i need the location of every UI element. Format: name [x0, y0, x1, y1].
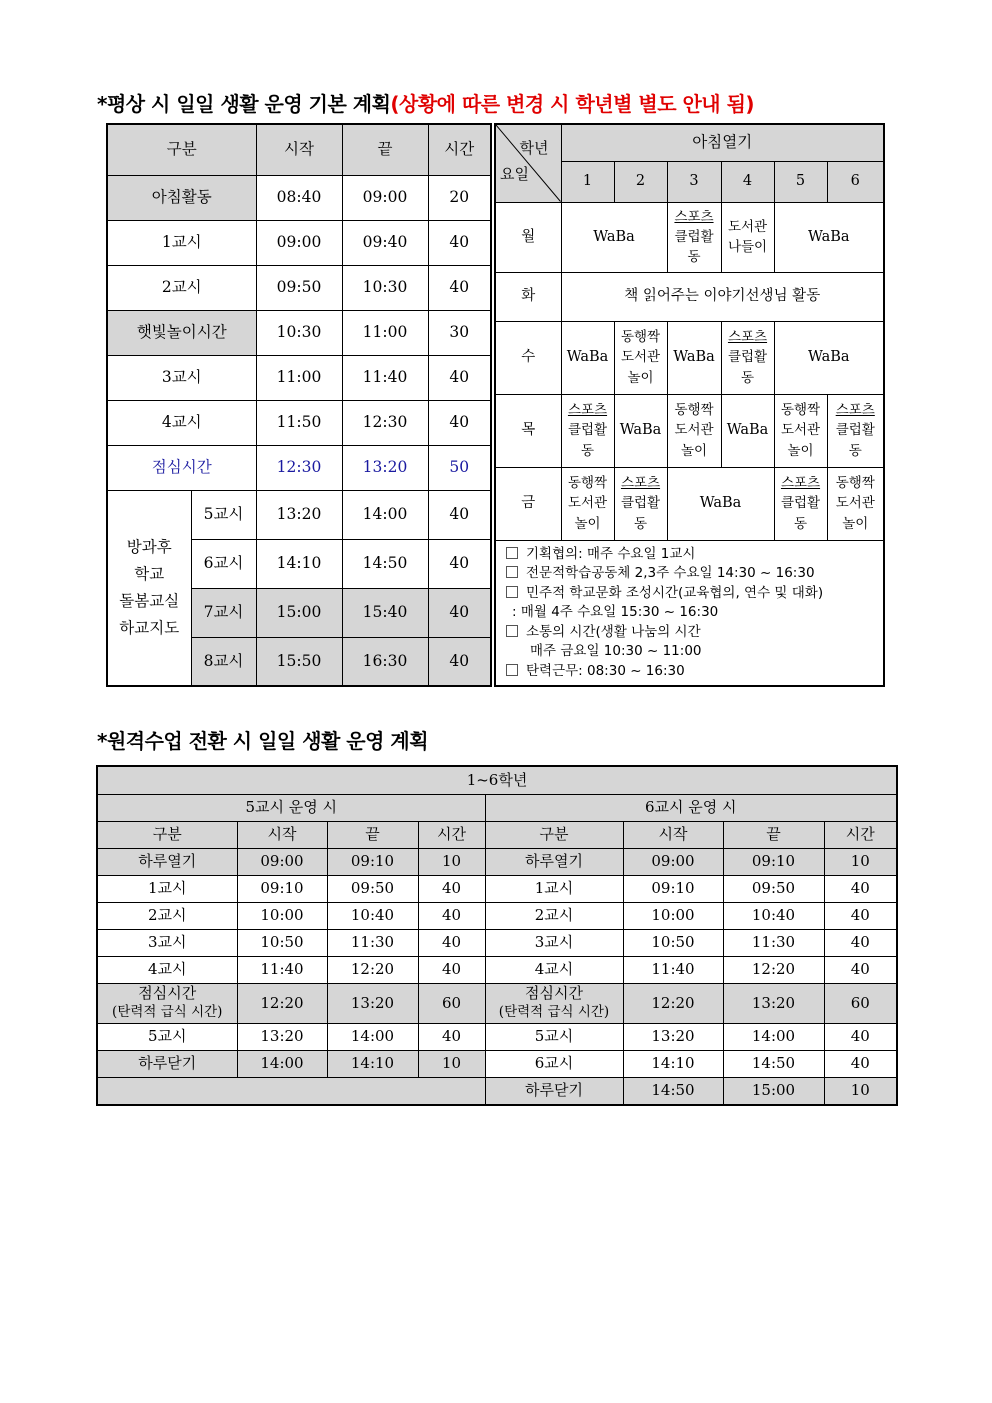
activity-line: 동	[633, 515, 648, 532]
row-end: 13:20	[327, 983, 418, 1023]
activity-line: 동행짝	[780, 402, 821, 419]
remote-right-title: 6교시 운영 시	[485, 794, 897, 821]
row-start: 12:20	[237, 983, 327, 1023]
row-duration: 40	[428, 400, 491, 445]
row-duration: 10	[418, 848, 485, 875]
row-start: 14:00	[237, 1050, 327, 1077]
header-duration: 시간	[418, 821, 485, 848]
table-row	[107, 355, 491, 400]
row-start: 11:40	[237, 956, 327, 983]
grade-header: 2	[614, 161, 667, 202]
row-label	[97, 983, 237, 1023]
row-end: 11:30	[723, 929, 824, 956]
header-duration: 시간	[428, 124, 491, 175]
activity-cell	[667, 202, 721, 272]
table-row	[97, 929, 897, 956]
activity-line: 놀이	[627, 369, 654, 386]
table-row	[107, 265, 491, 310]
table-row	[107, 310, 491, 355]
activity-line: 놀이	[787, 442, 814, 459]
after-label-line: 하교지도	[119, 618, 180, 637]
activity-line: 도서관	[835, 495, 875, 512]
row-duration: 40	[428, 539, 491, 588]
row-duration: 40	[824, 956, 897, 983]
table-row	[97, 1077, 897, 1105]
activity-cell: WaBa	[667, 321, 721, 394]
row-label: 점심시간	[107, 445, 256, 490]
activity-line: 클럽활	[567, 422, 608, 439]
day-label: 목	[495, 394, 561, 467]
daily-schedule-table	[106, 123, 492, 687]
row-duration: 40	[418, 929, 485, 956]
row-label: 2교시	[485, 902, 623, 929]
activity-cell: WaBa	[774, 321, 884, 394]
row-start: 11:40	[623, 956, 723, 983]
remote-schedule-table	[96, 765, 898, 1106]
row-duration: 10	[824, 848, 897, 875]
activity-line: 클럽활	[727, 349, 768, 366]
activity-line: 클럽활	[835, 422, 875, 439]
empty-cell	[97, 1077, 485, 1105]
row-duration: 10	[418, 1050, 485, 1077]
grade-header: 6	[827, 161, 884, 202]
row-label: 6교시	[485, 1050, 623, 1077]
row-label: 1교시	[107, 220, 256, 265]
table-row	[97, 956, 897, 983]
activity-cell: WaBa	[667, 467, 774, 540]
row-end: 11:40	[342, 355, 428, 400]
row-label: 하루닫기	[485, 1077, 623, 1105]
row-label: 4교시	[107, 400, 256, 445]
row-duration: 40	[428, 637, 491, 686]
activity-cell	[561, 394, 614, 467]
row-start: 09:50	[256, 265, 342, 310]
row-duration: 20	[428, 175, 491, 220]
row-label: 하루열기	[485, 848, 623, 875]
day-row-fri	[495, 467, 884, 540]
activity-line: 동	[793, 515, 808, 532]
activity-line: 스포츠	[620, 475, 661, 492]
notes-cell	[495, 540, 884, 686]
row-label: 4교시	[485, 956, 623, 983]
after-label-line: 돌봄교실	[119, 591, 180, 610]
row-end: 14:00	[723, 1023, 824, 1050]
row-start: 15:00	[256, 588, 342, 637]
lunch-sub: (탄력적 급식 시간)	[498, 1004, 610, 1020]
row-end: 10:40	[327, 902, 418, 929]
row-start: 09:10	[623, 875, 723, 902]
activity-cell	[721, 321, 774, 394]
note-item	[506, 564, 883, 584]
row-start: 10:50	[237, 929, 327, 956]
row-end: 14:50	[723, 1050, 824, 1077]
header-duration: 시간	[824, 821, 897, 848]
section-title-remote: *원격수업 전환 시 일일 생활 운영 계획	[97, 729, 429, 753]
activity-line: 놀이	[574, 515, 601, 532]
row-start: 13:20	[623, 1023, 723, 1050]
row-duration: 40	[428, 355, 491, 400]
row-end: 13:20	[342, 445, 428, 490]
row-end: 09:50	[723, 875, 824, 902]
note-text: 소통의 시간(생활 나눔의 시간	[526, 623, 701, 640]
activity-cell: WaBa	[561, 321, 614, 394]
day-label: 수	[495, 321, 561, 394]
table-row-lunch	[97, 983, 897, 1023]
note-item	[506, 603, 883, 623]
row-start: 14:50	[623, 1077, 723, 1105]
note-item	[506, 662, 883, 682]
note-text: 매주 금요일 10:30 ~ 11:00	[530, 643, 702, 659]
row-end: 11:30	[327, 929, 418, 956]
activity-line: 도서관	[674, 422, 714, 439]
row-duration: 30	[428, 310, 491, 355]
row-end: 10:30	[342, 265, 428, 310]
row-end: 12:20	[327, 956, 418, 983]
activity-line: 도서관	[620, 349, 661, 366]
activity-cell: WaBa	[774, 202, 884, 272]
table-row-lunch	[107, 445, 491, 490]
row-duration: 50	[428, 445, 491, 490]
row-start: 08:40	[256, 175, 342, 220]
header-end: 끝	[342, 124, 428, 175]
row-label: 2교시	[97, 902, 237, 929]
after-label-line: 방과후	[126, 537, 172, 556]
activity-cell: 책 읽어주는 이야기선생님 활동	[561, 272, 884, 321]
header-start: 시작	[256, 124, 342, 175]
row-label: 1교시	[97, 875, 237, 902]
activity-line: 스포츠	[567, 402, 608, 419]
remote-title: 1~6학년	[97, 766, 897, 794]
header-category: 구분	[485, 821, 623, 848]
activity-cell	[774, 467, 827, 540]
row-start: 10:50	[623, 929, 723, 956]
remote-header-row	[97, 821, 897, 848]
activity-cell	[721, 202, 774, 272]
activity-line: 스포츠	[727, 329, 768, 346]
activity-cell	[561, 467, 614, 540]
row-end: 10:40	[723, 902, 824, 929]
row-label: 아침활동	[107, 175, 256, 220]
title-note: (상황에 따른 변경 시 학년별 별도 안내 됨)	[390, 92, 755, 116]
activity-line: 스포츠	[780, 475, 821, 492]
activity-line: 도서관	[727, 218, 768, 235]
day-label: 금	[495, 467, 561, 540]
table-row	[97, 848, 897, 875]
row-label: 4교시	[97, 956, 237, 983]
day-row-wed	[495, 321, 884, 394]
row-duration: 10	[824, 1077, 897, 1105]
table-header-row	[107, 124, 491, 175]
row-start: 15:50	[256, 637, 342, 686]
row-start: 11:50	[256, 400, 342, 445]
row-duration: 40	[428, 265, 491, 310]
row-end: 09:10	[327, 848, 418, 875]
row-end: 16:30	[342, 637, 428, 686]
row-start: 11:00	[256, 355, 342, 400]
lunch-label: 점심시간	[525, 984, 583, 1002]
note-item	[506, 642, 883, 662]
note-item	[506, 545, 883, 565]
row-end: 13:20	[723, 983, 824, 1023]
activity-cell	[614, 467, 667, 540]
activity-line: 스포츠	[835, 402, 875, 419]
note-text: 전문적학습공동체 2,3주 수요일 14:30 ~ 16:30	[526, 565, 815, 581]
corner-cell	[495, 124, 561, 202]
grade-header: 3	[667, 161, 721, 202]
after-school-label	[107, 490, 191, 686]
remote-left-title: 5교시 운영 시	[97, 794, 485, 821]
row-duration: 40	[428, 588, 491, 637]
note-text: : 매월 4주 수요일 15:30 ~ 16:30	[512, 604, 719, 620]
section-title-normal	[97, 88, 754, 117]
row-duration: 40	[824, 1050, 897, 1077]
row-label: 하루열기	[97, 848, 237, 875]
header-start: 시작	[237, 821, 327, 848]
remote-title-row	[97, 766, 897, 794]
row-duration: 40	[418, 956, 485, 983]
activity-line: 클럽활	[620, 495, 661, 512]
activity-line: 동	[848, 442, 862, 459]
day-row-tue	[495, 272, 884, 321]
checkbox-icon	[506, 566, 518, 578]
activity-line: 도서관	[780, 422, 821, 439]
row-start: 13:20	[256, 490, 342, 539]
table-row	[97, 902, 897, 929]
table-row	[97, 1023, 897, 1050]
corner-day-label: 요일	[500, 164, 529, 183]
row-start: 09:00	[256, 220, 342, 265]
row-start: 14:10	[256, 539, 342, 588]
row-end: 15:00	[723, 1077, 824, 1105]
table-row	[107, 490, 491, 539]
row-label: 3교시	[107, 355, 256, 400]
header-end: 끝	[723, 821, 824, 848]
notes-row	[495, 540, 884, 686]
day-row-mon	[495, 202, 884, 272]
header-category: 구분	[97, 821, 237, 848]
activity-cell	[667, 394, 721, 467]
activity-line: 클럽활	[780, 495, 821, 512]
row-end: 12:20	[723, 956, 824, 983]
morning-title: 아침열기	[561, 124, 884, 161]
row-end: 14:00	[342, 490, 428, 539]
lunch-label: 점심시간	[138, 984, 197, 1002]
morning-title-row	[495, 124, 884, 161]
row-start: 13:20	[237, 1023, 327, 1050]
activity-line: 나들이	[727, 239, 768, 255]
row-duration: 60	[824, 983, 897, 1023]
activity-line: 동행짝	[674, 402, 714, 419]
checkbox-icon	[506, 664, 518, 676]
note-item	[506, 623, 883, 643]
grade-header: 5	[774, 161, 827, 202]
note-item	[506, 584, 883, 604]
activity-cell	[774, 394, 827, 467]
title-main: *평상 시 일일 생활 운영 기본 계획	[97, 92, 391, 116]
row-duration: 40	[418, 902, 485, 929]
activity-line: 동행짝	[835, 475, 875, 492]
row-start: 14:10	[623, 1050, 723, 1077]
row-duration: 40	[418, 1023, 485, 1050]
activity-line: 놀이	[680, 442, 708, 459]
header-category: 구분	[107, 124, 256, 175]
lunch-sub: (탄력적 급식 시간)	[112, 1004, 223, 1020]
table-row	[107, 175, 491, 220]
checkbox-icon	[506, 625, 518, 637]
row-end: 14:00	[327, 1023, 418, 1050]
activity-cell: WaBa	[561, 202, 667, 272]
activity-cell: WaBa	[614, 394, 667, 467]
day-label: 화	[495, 272, 561, 321]
row-duration: 40	[824, 875, 897, 902]
activity-line: 도서관	[567, 495, 608, 512]
note-text: 기획협의: 매주 수요일 1교시	[526, 545, 696, 562]
checkbox-icon	[506, 586, 518, 598]
table-row	[107, 220, 491, 265]
row-label: 7교시	[191, 588, 256, 637]
row-start: 12:30	[256, 445, 342, 490]
table-row	[107, 400, 491, 445]
row-label: 3교시	[485, 929, 623, 956]
row-start: 09:10	[237, 875, 327, 902]
row-label: 5교시	[485, 1023, 623, 1050]
morning-opening-table	[494, 123, 885, 687]
row-start: 09:00	[623, 848, 723, 875]
row-label: 햇빛놀이시간	[107, 310, 256, 355]
day-label: 월	[495, 202, 561, 272]
after-label-line: 학교	[134, 564, 165, 583]
row-label: 6교시	[191, 539, 256, 588]
activity-line: 스포츠	[674, 208, 714, 225]
row-end: 09:50	[327, 875, 418, 902]
row-label: 2교시	[107, 265, 256, 310]
activity-line: 동행짝	[567, 475, 608, 492]
row-label: 5교시	[191, 490, 256, 539]
row-end: 14:50	[342, 539, 428, 588]
activity-cell: WaBa	[721, 394, 774, 467]
header-end: 끝	[327, 821, 418, 848]
row-duration: 40	[428, 220, 491, 265]
row-end: 15:40	[342, 588, 428, 637]
row-start: 12:20	[623, 983, 723, 1023]
row-duration: 60	[418, 983, 485, 1023]
day-row-thu	[495, 394, 884, 467]
grade-header: 1	[561, 161, 614, 202]
row-end: 09:10	[723, 848, 824, 875]
activity-line: 동	[740, 369, 755, 386]
table-row	[97, 875, 897, 902]
activity-cell	[827, 467, 884, 540]
row-end: 14:10	[327, 1050, 418, 1077]
activity-line: 동행짝	[620, 329, 661, 346]
activity-line: 클럽활	[674, 228, 714, 245]
note-text: 탄력근무: 08:30 ~ 16:30	[526, 662, 685, 679]
grade-header: 4	[721, 161, 774, 202]
row-label	[485, 983, 623, 1023]
row-duration: 40	[418, 875, 485, 902]
row-label: 5교시	[97, 1023, 237, 1050]
activity-line: 동	[687, 249, 701, 266]
row-label: 하루닫기	[97, 1050, 237, 1077]
activity-cell	[614, 321, 667, 394]
activity-line: 놀이	[842, 515, 869, 532]
row-end: 12:30	[342, 400, 428, 445]
remote-subtitle-row	[97, 794, 897, 821]
row-start: 10:00	[237, 902, 327, 929]
row-duration: 40	[428, 490, 491, 539]
activity-cell	[827, 394, 884, 467]
note-text: 민주적 학교문화 조성시간(교육협의, 연수 및 대화)	[526, 584, 824, 601]
header-start: 시작	[623, 821, 723, 848]
row-label: 1교시	[485, 875, 623, 902]
row-duration: 40	[824, 1023, 897, 1050]
row-label: 3교시	[97, 929, 237, 956]
corner-grade-label: 학년	[519, 139, 549, 157]
checkbox-icon	[506, 547, 518, 559]
row-label: 8교시	[191, 637, 256, 686]
row-start: 10:00	[623, 902, 723, 929]
row-duration: 40	[824, 929, 897, 956]
row-duration: 40	[824, 902, 897, 929]
row-start: 10:30	[256, 310, 342, 355]
activity-line: 동	[580, 442, 595, 459]
row-end: 09:40	[342, 220, 428, 265]
table-row	[97, 1050, 897, 1077]
row-start: 09:00	[237, 848, 327, 875]
diagonal-line	[496, 125, 561, 202]
row-end: 11:00	[342, 310, 428, 355]
row-end: 09:00	[342, 175, 428, 220]
